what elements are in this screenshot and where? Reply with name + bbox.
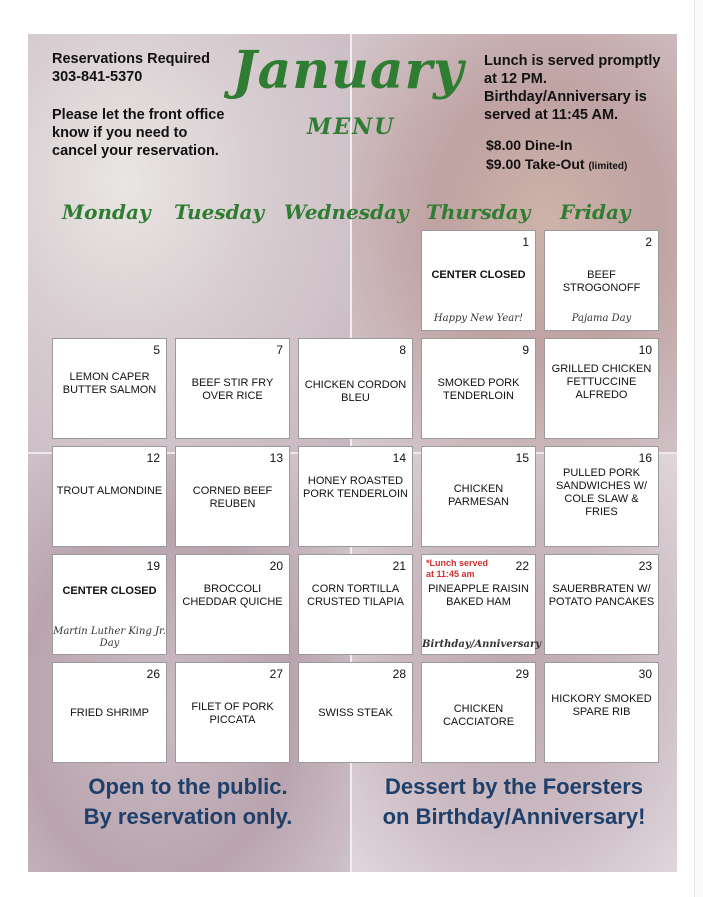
- day-note: Birthday/Anniversary: [422, 639, 542, 650]
- calendar-day-14: [298, 446, 413, 547]
- calendar-day-27: [175, 662, 290, 763]
- day-number: 12: [146, 451, 160, 465]
- day-dish: PULLED PORK SANDWICHES W/ COLE SLAW & FRIES: [555, 467, 648, 518]
- footer-right-line1: Dessert by the Foersters: [385, 774, 643, 799]
- day-dish: FILET OF PORK PICCATA: [191, 701, 274, 726]
- day-header-wednesday: Wednesday: [284, 200, 409, 224]
- day-header-friday: Friday: [560, 200, 631, 224]
- day-dish: BEEF STROGONOFF: [562, 269, 641, 294]
- day-number: 26: [146, 667, 160, 681]
- calendar-day-30: [544, 662, 659, 763]
- day-number: 28: [392, 667, 406, 681]
- day-dish: CORNED BEEF REUBEN: [192, 485, 273, 510]
- day-dish: CHICKEN CACCIATORE: [442, 703, 515, 728]
- phone-number: 303-841-5370: [52, 69, 143, 85]
- price-dine-in: $8.00 Dine-In: [486, 137, 573, 153]
- calendar-day-28: [298, 662, 413, 763]
- day-header-tuesday: Tuesday: [174, 200, 265, 224]
- reservation-info: [52, 50, 210, 86]
- price-info: [486, 136, 627, 176]
- day-dish: BEEF STIR FRY OVER RICE: [191, 377, 274, 402]
- calendar-day-15: [421, 446, 536, 547]
- day-number: 13: [269, 451, 283, 465]
- calendar-day-1: [421, 230, 536, 331]
- day-number: 9: [522, 343, 529, 357]
- day-number: 16: [638, 451, 652, 465]
- calendar-day-19: [52, 554, 167, 655]
- calendar-day-12: [52, 446, 167, 547]
- day-number: 23: [638, 559, 652, 573]
- day-number: 8: [399, 343, 406, 357]
- day-dish: CENTER CLOSED: [62, 585, 157, 597]
- day-dish: GRILLED CHICKEN FETTUCCINE ALFREDO: [551, 363, 652, 401]
- calendar-day-16: [544, 446, 659, 547]
- calendar-day-2: [544, 230, 659, 331]
- calendar-day-9: [421, 338, 536, 439]
- day-note: Happy New Year!: [433, 313, 524, 324]
- day-dish: HICKORY SMOKED SPARE RIB: [551, 693, 652, 718]
- day-header-thursday: Thursday: [426, 200, 531, 224]
- calendar-day-8: [298, 338, 413, 439]
- footer-right-line2: on Birthday/Anniversary!: [382, 804, 646, 829]
- lunch-time: Lunch is served promptly at 12 PM.: [484, 53, 661, 87]
- day-dish: LEMON CAPER BUTTER SALMON: [62, 371, 157, 396]
- day-dish: CHICKEN PARMESAN: [448, 483, 509, 508]
- month-title: January: [232, 40, 465, 101]
- calendar-day-21: [298, 554, 413, 655]
- day-number: 21: [392, 559, 406, 573]
- day-number: 5: [153, 343, 160, 357]
- price-take-out: [486, 155, 627, 176]
- calendar-day-5: [52, 338, 167, 439]
- calendar-day-13: [175, 446, 290, 547]
- footer-dessert-note: [364, 772, 664, 832]
- price-take-out-label: $9.00 Take-Out: [486, 156, 585, 172]
- day-number: 10: [638, 343, 652, 357]
- day-number: 14: [392, 451, 406, 465]
- day-dish: BROCCOLI CHEDDAR QUICHE: [182, 583, 283, 608]
- calendar-day-26: [52, 662, 167, 763]
- footer-left-line1: Open to the public.: [88, 774, 288, 799]
- cancel-note: Please let the front office know if you need to cancel your reservation.: [52, 107, 225, 159]
- lunch-time-alert: *Lunch served at 11:45 am: [426, 558, 489, 579]
- day-number: 2: [645, 235, 652, 249]
- day-number: 22: [515, 559, 529, 573]
- day-dish: SAUERBRATEN W/ POTATO PANCAKES: [548, 583, 655, 608]
- day-number: 27: [269, 667, 283, 681]
- birthday-time: Birthday/Anniversary is served at 11:45 AM.: [484, 89, 647, 123]
- day-dish: SMOKED PORK TENDERLOIN: [437, 377, 520, 402]
- day-number: 30: [638, 667, 652, 681]
- page-edge: [694, 0, 703, 897]
- calendar-day-10: [544, 338, 659, 439]
- day-header-monday: Monday: [62, 200, 151, 224]
- reservation-title: Reservations Required: [52, 51, 210, 67]
- day-dish: CORN TORTILLA CRUSTED TILAPIA: [307, 583, 404, 608]
- day-number: 1: [522, 235, 529, 249]
- footer-left-line2: By reservation only.: [83, 804, 293, 829]
- day-number: 29: [515, 667, 529, 681]
- day-dish: FRIED SHRIMP: [70, 707, 149, 719]
- day-dish: PINEAPPLE RAISIN BAKED HAM: [428, 583, 529, 608]
- day-number: 19: [146, 559, 160, 573]
- calendar-day-7: [175, 338, 290, 439]
- lunch-info: [484, 52, 664, 124]
- day-number: 15: [515, 451, 529, 465]
- price-take-out-note: (limited): [588, 161, 628, 172]
- day-note: Pajama Day: [571, 313, 632, 324]
- menu-flyer: [28, 34, 677, 872]
- day-dish: CHICKEN CORDON BLEU: [304, 379, 407, 404]
- day-number: 20: [269, 559, 283, 573]
- calendar-day-23: [544, 554, 659, 655]
- day-dish: TROUT ALMONDINE: [56, 485, 163, 497]
- day-dish: CENTER CLOSED: [431, 269, 526, 281]
- footer-public-note: [58, 772, 318, 832]
- day-dish: HONEY ROASTED PORK TENDERLOIN: [303, 475, 408, 500]
- calendar-day-22: [421, 554, 542, 655]
- menu-subtitle: MENU: [307, 114, 396, 140]
- day-dish: SWISS STEAK: [318, 707, 393, 719]
- day-number: 7: [276, 343, 283, 357]
- calendar-day-20: [175, 554, 290, 655]
- day-note: Martin Luther King Jr. Day: [53, 626, 166, 649]
- calendar-day-29: [421, 662, 536, 763]
